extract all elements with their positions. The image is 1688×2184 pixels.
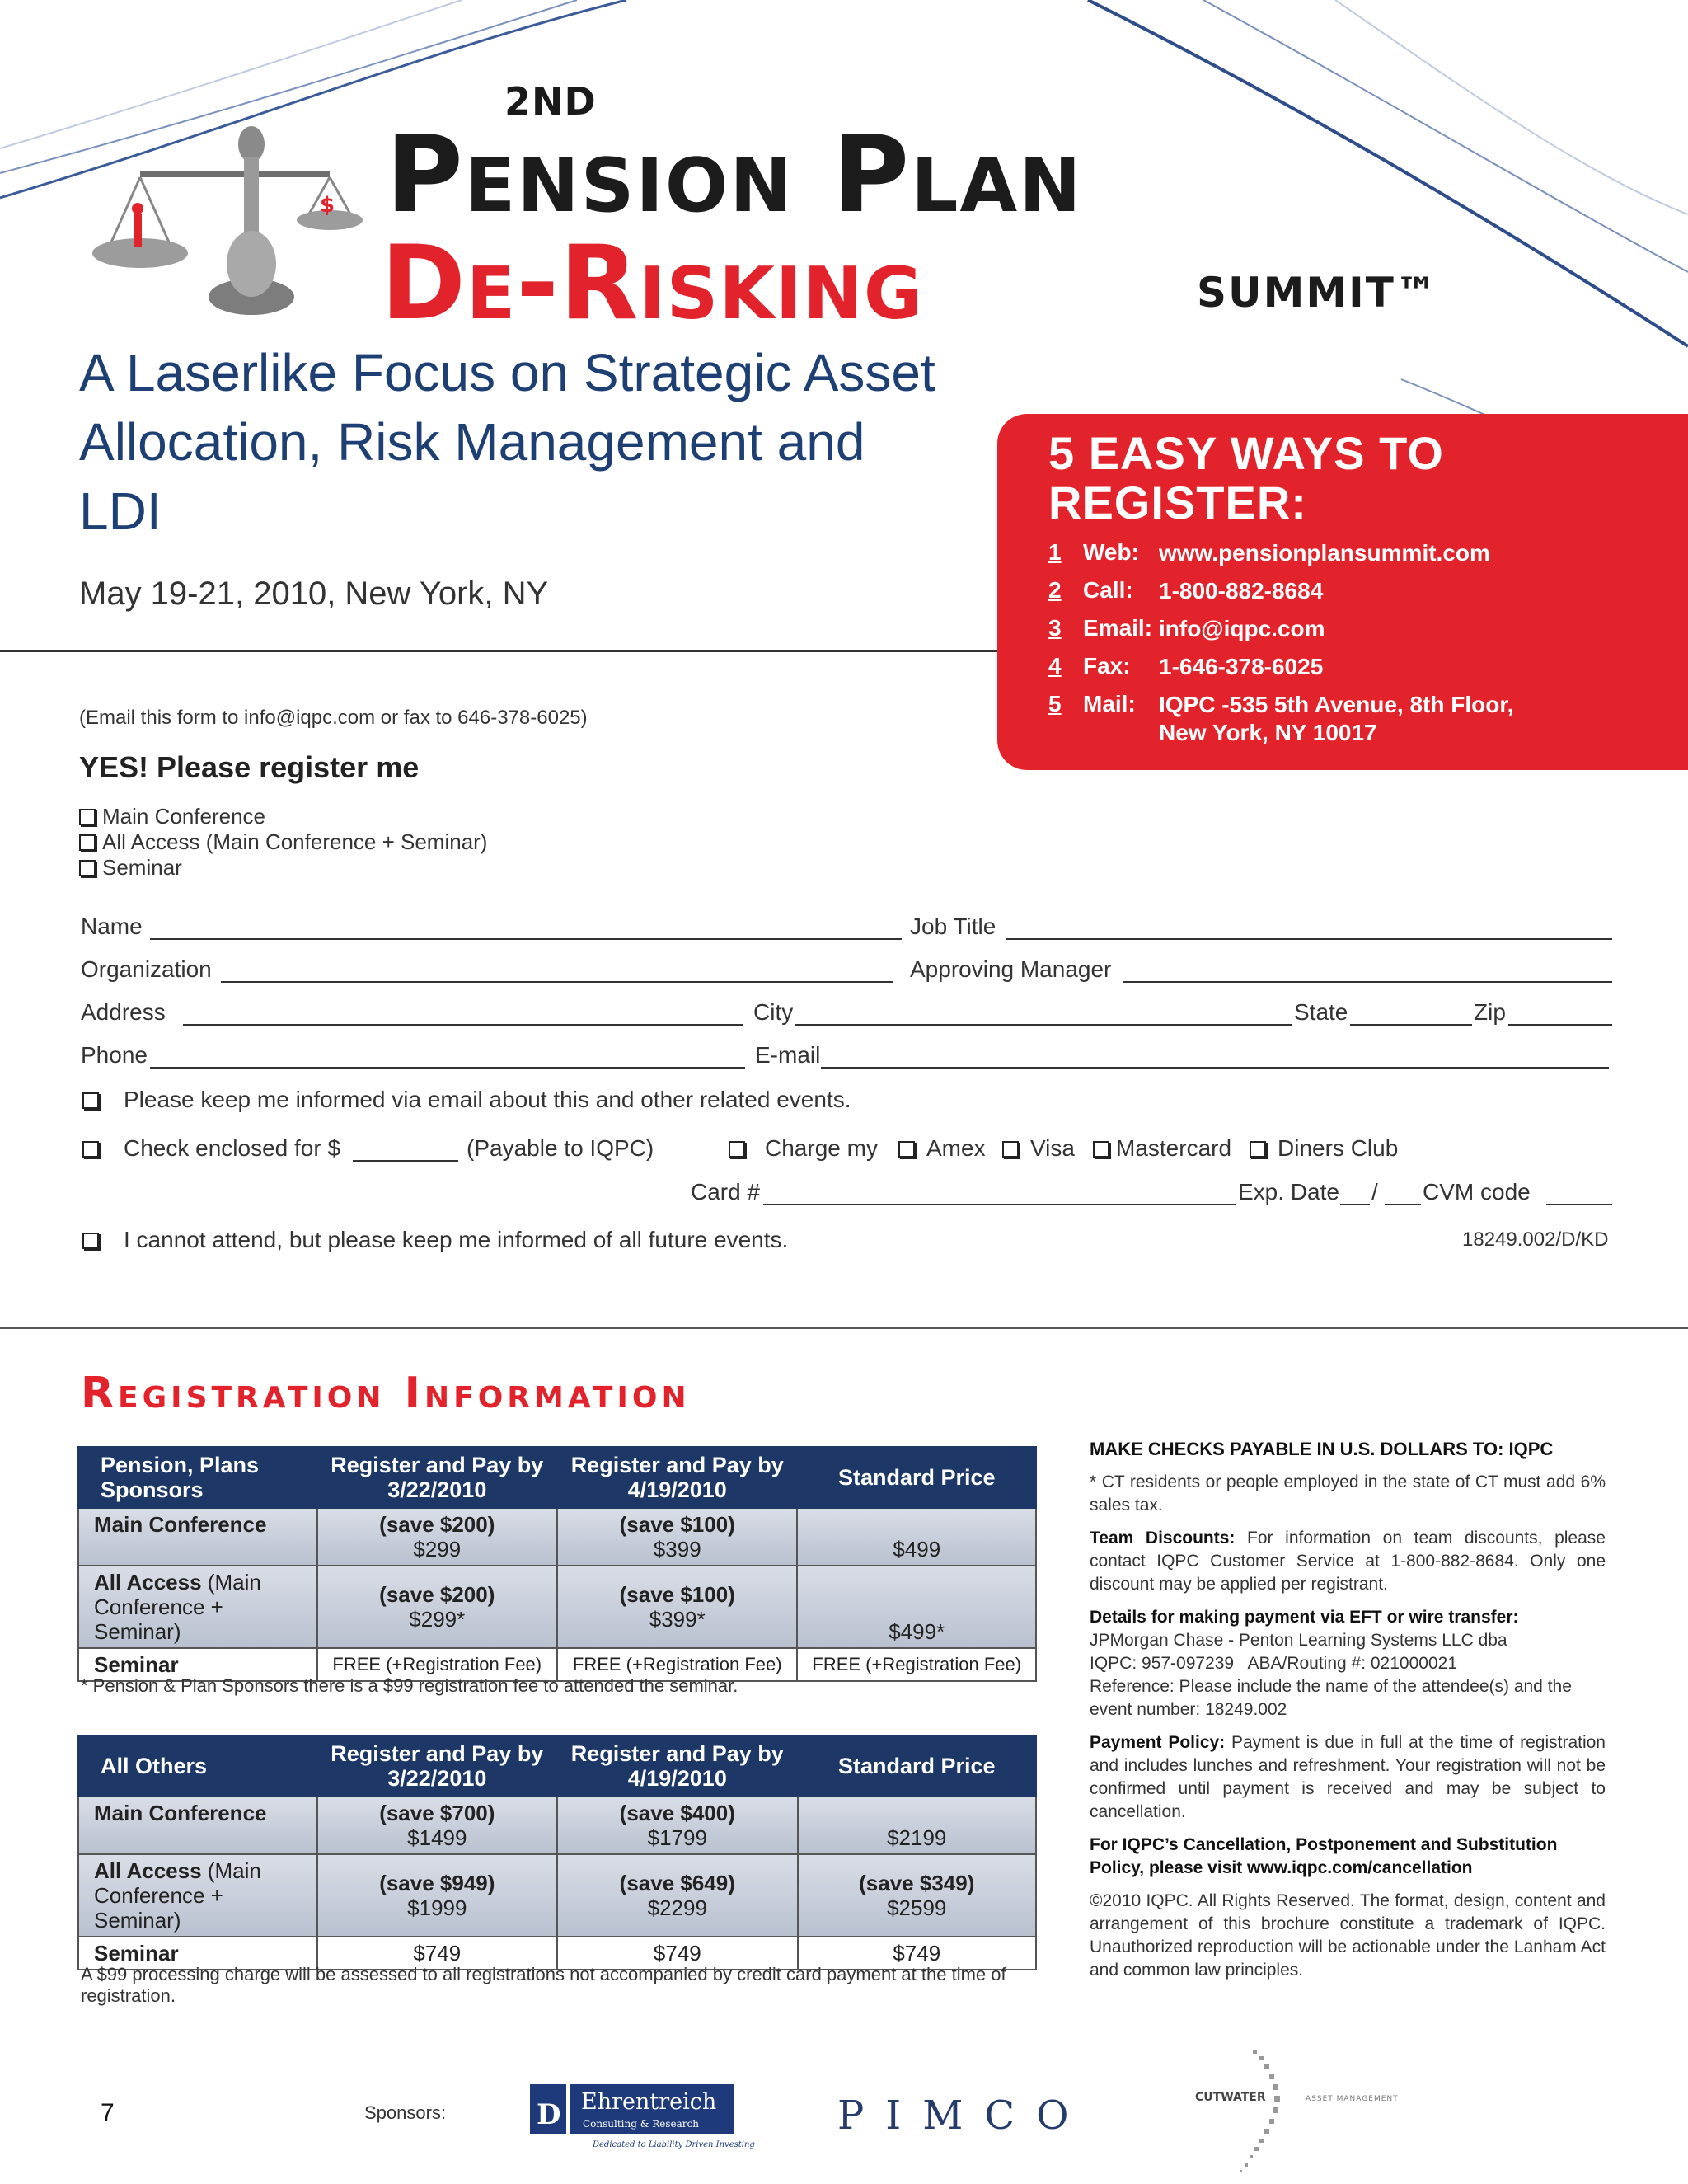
eft-heading: Details for making payment via EFT or wire transfer: [1090,1608,1519,1627]
register-way-mail [1048,691,1522,747]
checkbox-icon[interactable] [82,1092,99,1109]
price: $1799 [647,1825,707,1850]
way-fax: 1-646-378-6025 [1159,654,1324,679]
checkbox-icon[interactable] [82,1141,99,1158]
exp-year-field[interactable] [1385,1204,1421,1205]
way-label: Call: [1083,577,1133,603]
register-way-email [1048,615,1620,643]
register-box-title: 5 EASY WAYS TO REGISTER: [1048,427,1444,528]
row-name: All Access [94,1570,202,1595]
way-label: Mail: [1083,691,1136,716]
pimco-logo: PIMCO [837,2092,1090,2139]
logo-edition: 2ND [504,79,597,124]
way-mail-address: IQPC -535 5th Avenue, 8th Floor, New York, NY 10017 [1159,692,1514,745]
table-row [78,1797,1036,1854]
check-enclosed-option[interactable] [82,1135,340,1162]
form-code: 18249.002/D/KD [1462,1228,1609,1251]
register-way-web [1048,539,1620,567]
ehrentreich-logo [530,2081,755,2152]
amex-label: Amex [926,1135,986,1161]
ehrentreich-sub: Consulting & Research [583,2118,699,2130]
register-heading: YES! Please register me [79,750,420,784]
way-phone: 1-800-882-8684 [1159,578,1324,604]
way-number: 1 [1048,539,1062,565]
price: $1499 [407,1825,467,1850]
phone-label: Phone [81,1042,148,1068]
table2-footnote: A $99 processing charge will be assessed to all registrations not accompanied by credit card payment at the time of registration. [81,1964,1006,2006]
charge-my-label: Charge my [765,1135,878,1161]
price: FREE (+Registration Fee) [317,1648,557,1681]
row-name-sub: (Main Conference + Seminar) [94,1858,261,1933]
card-number-field[interactable] [763,1204,1236,1205]
svg-text:D: D [537,2098,561,2131]
visa-label: Visa [1030,1135,1075,1161]
price: $1999 [407,1895,467,1920]
approving-manager-field[interactable] [1123,981,1612,983]
price: $399 [653,1537,701,1562]
checkbox-icon[interactable] [898,1141,915,1158]
row-name-sub: (Main Conference + Seminar) [94,1570,261,1644]
checkbox-icon[interactable] [79,809,96,825]
eft-line: IQPC: 957-097239 ABA/Routing #: 021000021 [1090,1654,1457,1673]
name-field[interactable] [150,938,902,940]
keep-informed-option[interactable] [82,1087,851,1113]
cutwater-logo [1195,2048,1442,2180]
register-way-call [1048,577,1620,605]
mastercard-option[interactable] [1093,1135,1231,1162]
team-discounts [1090,1527,1606,1596]
mastercard-label: Mastercard [1116,1135,1232,1161]
table-header: Register and Pay by 3/22/2010 [317,1735,557,1797]
ehrentreich-tagline: Dedicated to Liability Driven Investing [593,2140,755,2149]
cancellation-policy[interactable]: For IQPC’s Cancellation, Postponement and Substitution Policy, please visit www.iqpc.com/cancellation [1090,1835,1558,1877]
save-amount: (save $100) [619,1582,735,1607]
exp-slash: / [1372,1179,1378,1205]
row-name: Seminar [94,1941,179,1966]
keep-informed-label: Please keep me informed via email about this and other related events. [124,1087,851,1112]
payable-note: (Payable to IQPC) [467,1135,654,1161]
logo-title-line2: De-Risking [381,224,924,343]
price: $499 [893,1537,941,1562]
email-field[interactable] [821,1067,1609,1069]
all-others-price-table [77,1735,1037,1970]
pension-sponsors-price-table [77,1446,1037,1682]
email-label: E-mail [755,1042,821,1068]
tagline: A Laserlike Focus on Strategic Asset Allocation, Risk Management and LDI [79,343,935,541]
checkbox-icon[interactable] [82,1233,99,1249]
price: FREE (+Registration Fee) [557,1648,797,1681]
table-header: Standard Price [798,1735,1036,1797]
row-name: Main Conference [94,1801,267,1825]
payment-info-column [1090,1438,1606,1992]
option-seminar[interactable] [79,855,182,881]
table-header: All Others [78,1735,317,1797]
eft-details [1090,1606,1606,1721]
price: $749 [798,1937,1036,1970]
table-header: Register and Pay by 4/19/2010 [557,1447,797,1508]
save-amount: (save $200) [379,1582,495,1607]
svg-text:$: $ [320,193,335,218]
approving-manager-label: Approving Manager [910,956,1112,982]
way-number: 2 [1048,577,1062,603]
table-header: Register and Pay by 3/22/2010 [317,1447,557,1508]
price: $299* [409,1607,466,1632]
price: $749 [317,1937,557,1970]
way-label: Email: [1083,615,1153,641]
price: $2599 [887,1895,947,1920]
cvm-field[interactable] [1546,1204,1612,1205]
payment-policy-label: Payment Policy: [1090,1733,1226,1752]
option-all-access[interactable] [79,829,487,855]
table-row [78,1854,1036,1937]
way-number: 5 [1048,691,1062,716]
table-header: Register and Pay by 4/19/2010 [557,1735,797,1797]
register-way-fax [1048,653,1620,681]
city-label: City [753,999,794,1025]
price: $499* [889,1619,945,1644]
exp-date-label: Exp. Date [1238,1179,1339,1205]
payment-policy-text: Payment is due in full at the time of registration and includes lunches and refreshment. Your registration will not be confirmed until payment is received and may be subject to cancellation. [1090,1733,1606,1821]
cannot-attend-label: I cannot attend, but please keep me informed of all future events. [124,1227,789,1252]
table-row [78,1508,1036,1566]
option-label: Main Conference [102,804,265,829]
address-label: Address [81,999,166,1025]
visa-option[interactable] [1002,1135,1075,1162]
eft-line: Reference: Please include the name of the attendee(s) and the event number: 18249.002 [1090,1677,1572,1719]
table1-footnote: * Pension & Plan Sponsors there is a $99 registration fee to attended the seminar. [81,1675,738,1696]
option-main-conference[interactable] [79,804,265,829]
cutwater-sub: ASSET MANAGEMENT [1306,2095,1399,2103]
team-discounts-label: Team Discounts: [1090,1529,1236,1548]
price: $399* [649,1607,706,1632]
check-amount-field[interactable] [353,1160,458,1162]
ehrentreich-name: Ehrentreich [581,2089,717,2115]
scales-of-justice-logo [91,111,363,317]
way-web-link[interactable]: www.pensionplansummit.com [1159,540,1490,566]
ct-tax-note: * CT residents or people employed in the state of CT must add 6% sales tax. [1090,1472,1606,1515]
save-amount: (save $200) [379,1512,495,1537]
organization-field[interactable] [221,981,893,983]
page-number: 7 [101,2099,115,2126]
team-discounts-text: For information on team discounts, please contact IQPC Customer Service at 1-800-882-8684. Only one discount may be applied per registrant. [1090,1529,1606,1594]
way-number: 3 [1048,615,1062,641]
exp-month-field[interactable] [1340,1204,1370,1205]
logo-title-line1: Pension Plan [386,114,1083,237]
cutwater-name: CUTWATER [1195,2091,1266,2104]
charge-my-option[interactable] [729,1135,878,1162]
phone-field[interactable] [150,1067,745,1069]
name-label: Name [81,914,143,939]
table-header: Pension, Plans Sponsors [78,1447,317,1508]
state-field[interactable] [1350,1024,1472,1026]
header-divider [0,650,997,652]
row-name: Main Conference [94,1512,267,1537]
option-label: Seminar [102,855,182,880]
check-enclosed-label: Check enclosed for $ [124,1135,341,1161]
job-title-label: Job Title [910,914,996,939]
job-title-field[interactable] [1006,938,1612,940]
way-email-link[interactable]: info@iqpc.com [1159,616,1325,641]
zip-label: Zip [1474,999,1506,1025]
checkbox-icon[interactable] [1002,1141,1019,1158]
row-name: All Access [94,1858,202,1883]
registration-heading: Registration Information [81,1369,691,1418]
sponsors-label: Sponsors: [364,2102,447,2123]
payment-policy [1090,1731,1606,1824]
checkbox-icon[interactable] [1093,1141,1109,1158]
checkbox-icon[interactable] [1250,1141,1266,1158]
way-number: 4 [1048,653,1062,679]
section-divider [0,1327,1688,1329]
diners-club-option[interactable] [1250,1135,1398,1162]
logo-summit: SUMMIT™ [1197,269,1438,317]
city-field[interactable] [795,1024,1292,1026]
table-header: Standard Price [797,1447,1036,1508]
checkbox-icon[interactable] [79,860,96,876]
way-label: Web: [1083,539,1139,565]
row-name: Seminar [94,1652,179,1677]
price: $2199 [887,1825,947,1850]
save-amount: (save $400) [619,1801,735,1825]
register-ways-box [997,414,1688,770]
state-label: State [1294,999,1348,1025]
save-amount: (save $949) [379,1871,495,1895]
save-amount: (save $100) [619,1512,735,1537]
price: $2299 [647,1895,707,1920]
diners-label: Diners Club [1278,1135,1399,1161]
price: FREE (+Registration Fee) [797,1648,1036,1681]
checkbox-icon[interactable] [729,1141,745,1158]
organization-label: Organization [81,956,212,982]
cannot-attend-option[interactable] [82,1227,788,1253]
amex-option[interactable] [898,1135,986,1162]
email-form-note: (Email this form to info@iqpc.com or fax to 646-378-6025) [79,707,588,729]
address-field[interactable] [183,1024,743,1026]
option-label: All Access (Main Conference + Seminar) [102,829,488,854]
zip-field[interactable] [1508,1024,1612,1026]
way-label: Fax: [1083,653,1131,679]
cvm-label: CVM code [1423,1179,1531,1205]
checkbox-icon[interactable] [79,834,96,851]
price: $299 [413,1537,462,1562]
eft-line: JPMorgan Chase - Penton Learning Systems LLC dba [1090,1631,1507,1650]
save-amount: (save $700) [379,1801,495,1825]
card-number-label: Card # [691,1179,761,1205]
save-amount: (save $649) [619,1871,735,1895]
price: $749 [557,1937,797,1970]
payable-heading: MAKE CHECKS PAYABLE IN U.S. DOLLARS TO: IQPC [1090,1439,1554,1459]
event-date-location: May 19-21, 2010, New York, NY [79,575,549,612]
copyright-notice: ©2010 IQPC. All Rights Reserved. The format, design, content and arrangement of this brochure constitute a trademark of IQPC. Unauthorized reproduction will be actionable under the Lanham Act and common law principles. [1090,1891,1606,1980]
table-row [78,1566,1036,1648]
save-amount: (save $349) [859,1871,975,1895]
